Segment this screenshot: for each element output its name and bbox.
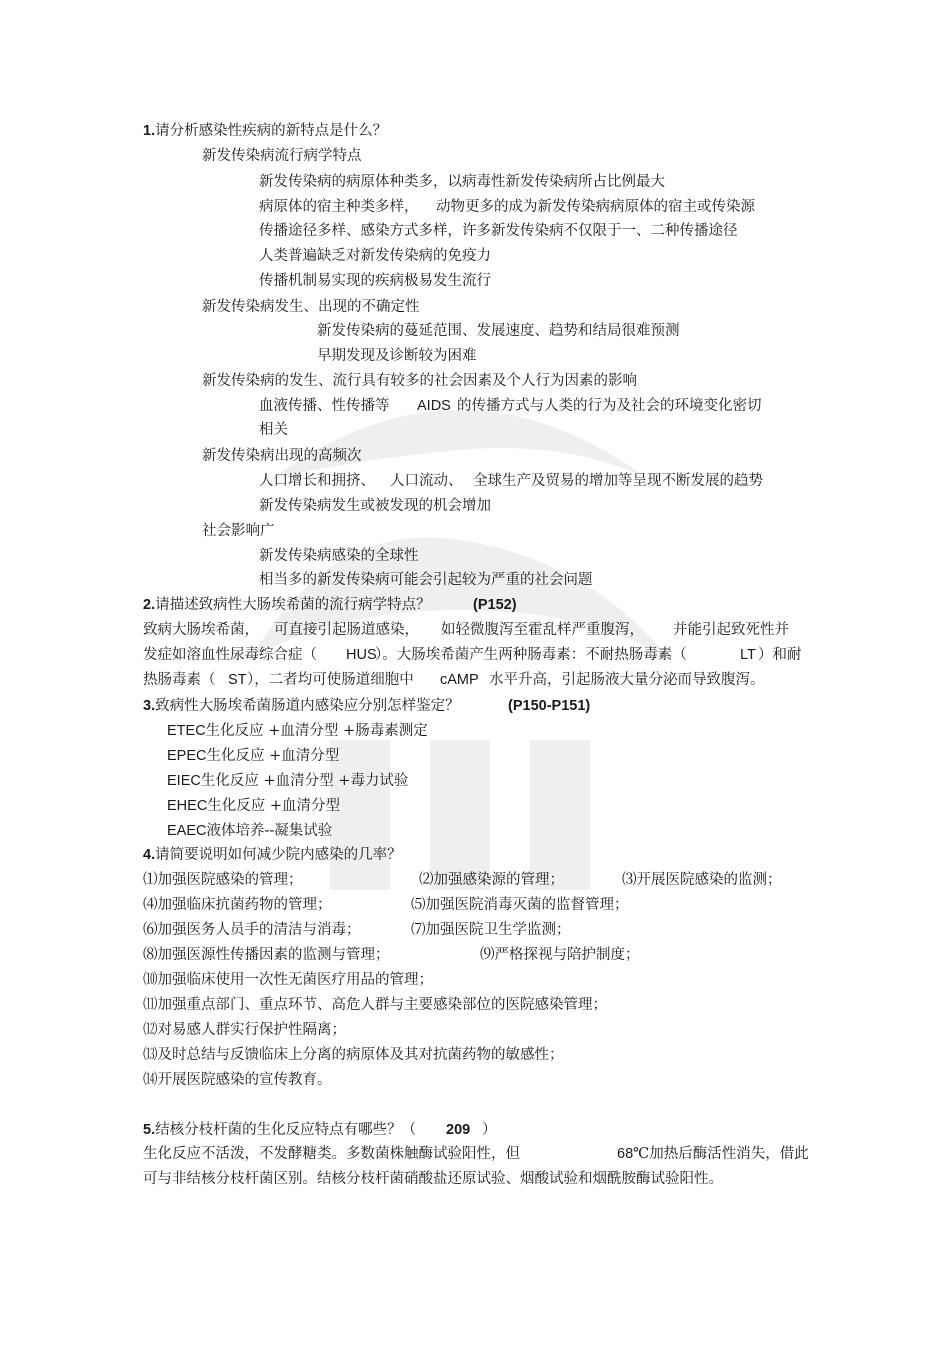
- q1-s2-item: 早期发现及诊断较为困难: [317, 348, 477, 364]
- q4-item-4: ⑷加强临床抗菌药物的管理；: [143, 897, 332, 913]
- q2-abbrev-lt: LT: [740, 647, 756, 663]
- q2-text: 可直接引起肠道感染，: [274, 622, 419, 638]
- q1-s1-item: 新发传染病的病原体种类多，以病毒性新发传染病所占比例最大: [259, 174, 665, 190]
- q2-abbrev-hus: HUS: [346, 647, 377, 663]
- q4-item-11: ⑾加强重点部门、重点环节、高危人群与主要感染部位的医院感染管理；: [143, 997, 607, 1013]
- q1-section-5: 社会影响广: [202, 523, 275, 539]
- q1-s1-item: 动物更多的成为新发传染病病原体的宿主或传染源: [436, 199, 755, 215]
- q1-section-3: 新发传染病的发生、流行具有较多的社会因素及个人行为因素的影响: [202, 373, 637, 389]
- q1-s5-text: 新发传染病感染的全球性: [259, 548, 419, 564]
- q2-text: 水平升高，引起肠液大量分泌而导致腹泻。: [489, 672, 765, 688]
- q4-item-10: ⑽加强临床使用一次性无菌医疗用品的管理；: [143, 972, 433, 988]
- q4-item-7: ⑺加强医院卫生学监测；: [411, 922, 571, 938]
- q1-section-4: 新发传染病出现的高频次: [202, 448, 362, 464]
- q1-s3-text: 的传播方式与人类的行为及社会的环境变化密切: [457, 398, 762, 414]
- q3-heading: 3.致病性大肠埃希菌肠道内感染应分别怎样鉴定？: [143, 698, 460, 714]
- q1-s4-text: 人口增长和拥挤、: [259, 473, 375, 489]
- q1-s3-aids: AIDS: [417, 398, 451, 414]
- q4-item-13: ⒀及时总结与反馈临床上分离的病原体及其对抗菌药物的敏感性；: [143, 1047, 564, 1063]
- q4-heading: 4.请简要说明如何减少院内感染的几率？: [143, 847, 402, 863]
- q5-temperature: 68: [617, 1146, 634, 1162]
- q3-page-ref: (P150-P151): [508, 698, 591, 714]
- q2-text: 并能引起致死性并: [673, 622, 789, 638]
- q4-item-14: ⒁开展医院感染的宣传教育。: [143, 1072, 332, 1088]
- q4-item-5: ⑸加强医院消毒灭菌的监督管理；: [411, 897, 629, 913]
- q2-text: 致病大肠埃希菌，: [143, 622, 259, 638]
- q2-heading: 2.请描述致病性大肠埃希菌的流行病学特点？: [143, 597, 431, 613]
- q1-s4-text: 全球生产及贸易的增加等呈现不断发展的趋势: [473, 473, 763, 489]
- q3-row-eaec: EAEC液体培养--凝集试验: [167, 823, 333, 839]
- q1-section-2: 新发传染病发生、出现的不确定性: [202, 299, 420, 315]
- q5-text: 可与非结核分枝杆菌区别。结核分枝杆菌硝酸盐还原试验、烟酸试验和烟酰胺酶试验阳性。: [143, 1171, 723, 1187]
- q1-section-1: 新发传染病流行病学特点: [202, 148, 362, 164]
- q4-item-6: ⑹加强医务人员手的清洁与消毒；: [143, 922, 361, 938]
- q1-s3-text: 血液传播、性传播等: [259, 398, 390, 414]
- q2-abbrev-st: ST: [228, 672, 247, 688]
- q1-s1-item: 传播途径多样、感染方式多样，许多新发传染病不仅限于一、二种传播途径: [259, 223, 738, 239]
- q1-s4-text: 人口流动、: [390, 473, 463, 489]
- q1-s3-text: 相关: [259, 422, 288, 438]
- q5-text: 生化反应不活泼，不发酵糖类。多数菌株触酶试验阳性，但: [143, 1146, 520, 1162]
- q5-text: ℃加热后酶活性消失，借此: [633, 1146, 809, 1162]
- q1-s4-text: 新发传染病发生或被发现的机会增加: [259, 498, 491, 514]
- q2-abbrev-camp: cAMP: [440, 672, 479, 688]
- q4-item-8: ⑻加强医源性传播因素的监测与管理；: [143, 947, 390, 963]
- q1-heading: 1.请分析感染性疾病的新特点是什么？: [143, 123, 388, 139]
- q2-text: 热肠毒素（: [143, 672, 216, 688]
- q4-item-3: ⑶开展医院感染的监测；: [622, 872, 782, 888]
- q3-row-ehec: EHEC生化反应 +血清分型: [167, 798, 341, 814]
- q2-text: ）。大肠埃希菌产生两种肠毒素：不耐热肠毒素（: [375, 647, 687, 663]
- q2-text: ）和耐: [758, 647, 802, 663]
- q3-row-eiec: EIEC生化反应 +血清分型 +毒力试验: [167, 773, 409, 789]
- q5-page-ref: 209: [446, 1122, 471, 1138]
- q2-page-ref: (P152): [473, 597, 517, 613]
- q3-row-etec: ETEC生化反应 +血清分型 +肠毒素测定: [167, 723, 428, 739]
- q2-text: ），二者均可使肠道细胞中: [247, 672, 414, 688]
- q4-item-9: ⑼严格探视与陪护制度；: [480, 947, 640, 963]
- q2-text: 发症如溶血性尿毒综合症（: [143, 647, 317, 663]
- q2-text: 如轻微腹泻至霍乱样严重腹泻，: [441, 622, 644, 638]
- q1-s5-text: 相当多的新发传染病可能会引起较为严重的社会问题: [259, 572, 593, 588]
- q3-row-epec: EPEC生化反应 +血清分型: [167, 748, 340, 764]
- q1-s1-item: 传播机制易实现的疾病极易发生流行: [259, 273, 491, 289]
- q5-heading-close: ）: [482, 1122, 497, 1138]
- q4-item-12: ⑿对易感人群实行保护性隔离；: [143, 1022, 346, 1038]
- q4-item-2: ⑵加强感染源的管理；: [419, 872, 564, 888]
- q1-s1-item: 病原体的宿主种类多样，: [259, 199, 419, 215]
- q4-item-1: ⑴加强医院感染的管理；: [143, 872, 303, 888]
- q5-heading: 5.结核分枝杆菌的生化反应特点有哪些？（: [143, 1122, 417, 1138]
- q1-s1-item: 人类普遍缺乏对新发传染病的免疫力: [259, 248, 491, 264]
- q1-s2-item: 新发传染病的蔓延范围、发展速度、趋势和结局很难预测: [317, 323, 680, 339]
